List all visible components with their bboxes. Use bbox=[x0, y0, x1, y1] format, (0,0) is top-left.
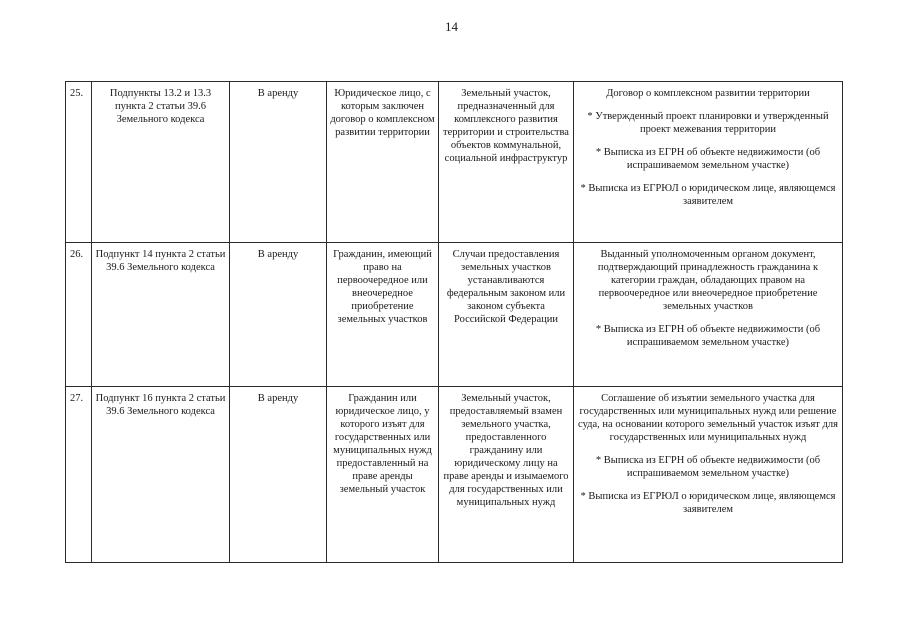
row-number: 27. bbox=[66, 387, 92, 563]
row-number: 26. bbox=[66, 243, 92, 387]
applicant: Гражданин, имеющий право на первоочередное или внеочередное приобретение земельных участков bbox=[327, 243, 439, 387]
table-row bbox=[66, 243, 843, 387]
legal-basis: Подпункт 14 пункта 2 статьи 39.6 Земельного кодекса bbox=[92, 243, 230, 387]
table-row bbox=[66, 387, 843, 563]
legal-basis: Подпункты 13.2 и 13.3 пункта 2 статьи 39.6 Земельного кодекса bbox=[92, 82, 230, 243]
document-item: * Выписка из ЕГРН об объекте недвижимости (об испрашиваемом земельном участке) bbox=[595, 147, 821, 171]
row-number: 25. bbox=[66, 82, 92, 243]
land-plot: Земельный участок, предназначенный для комплексного развития территории и строительства объектов коммунальной, социальной инфраструктур bbox=[439, 82, 574, 243]
required-documents bbox=[574, 82, 843, 243]
required-documents bbox=[574, 243, 843, 387]
document-item: * Выписка из ЕГРЮЛ о юридическом лице, являющемся заявителем bbox=[580, 491, 836, 515]
provision-type: В аренду bbox=[230, 387, 327, 563]
document-item: Соглашение об изъятии земельного участка для государственных или муниципальных нужд или решение суда, на основании которого земельный участок изъят для государственных или муниципальных нужд bbox=[578, 393, 838, 443]
document-item: Выданный уполномоченным органом документ, подтверждающий принадлежность гражданина к категории граждан, обладающих правом на первоочередное или внеочередное приобретение земельных участков bbox=[597, 249, 819, 312]
document-item: Договор о комплексном развитии территории bbox=[606, 88, 810, 99]
applicant: Гражданин или юридическое лицо, у которого изъят для государственных или муниципальных нужд предоставленный на праве аренды земельный участок bbox=[327, 387, 439, 563]
required-documents bbox=[574, 387, 843, 563]
document-item: * Утвержденный проект планировки и утвержденный проект межевания территории bbox=[587, 111, 829, 135]
land-plot: Случаи предоставления земельных участков устанавливаются федеральным законом или законом субъекта Российской Федерации bbox=[439, 243, 574, 387]
provision-type: В аренду bbox=[230, 82, 327, 243]
document-item: * Выписка из ЕГРН об объекте недвижимости (об испрашиваемом земельном участке) bbox=[595, 324, 821, 348]
provision-type: В аренду bbox=[230, 243, 327, 387]
legal-basis: Подпункт 16 пункта 2 статьи 39.6 Земельного кодекса bbox=[92, 387, 230, 563]
land-plot: Земельный участок, предоставляемый взамен земельного участка, предоставленного гражданину или юридическому лицу на праве аренды и изымаемого для государственных или муниципальных нужд bbox=[439, 387, 574, 563]
land-provision-table bbox=[65, 81, 843, 563]
page-number: 14 bbox=[445, 19, 458, 34]
applicant: Юридическое лицо, с которым заключен договор о комплексном развитии территории bbox=[327, 82, 439, 243]
document-item: * Выписка из ЕГРЮЛ о юридическом лице, являющемся заявителем bbox=[580, 183, 836, 207]
table-row bbox=[66, 82, 843, 243]
document-item: * Выписка из ЕГРН об объекте недвижимости (об испрашиваемом земельном участке) bbox=[595, 455, 821, 479]
